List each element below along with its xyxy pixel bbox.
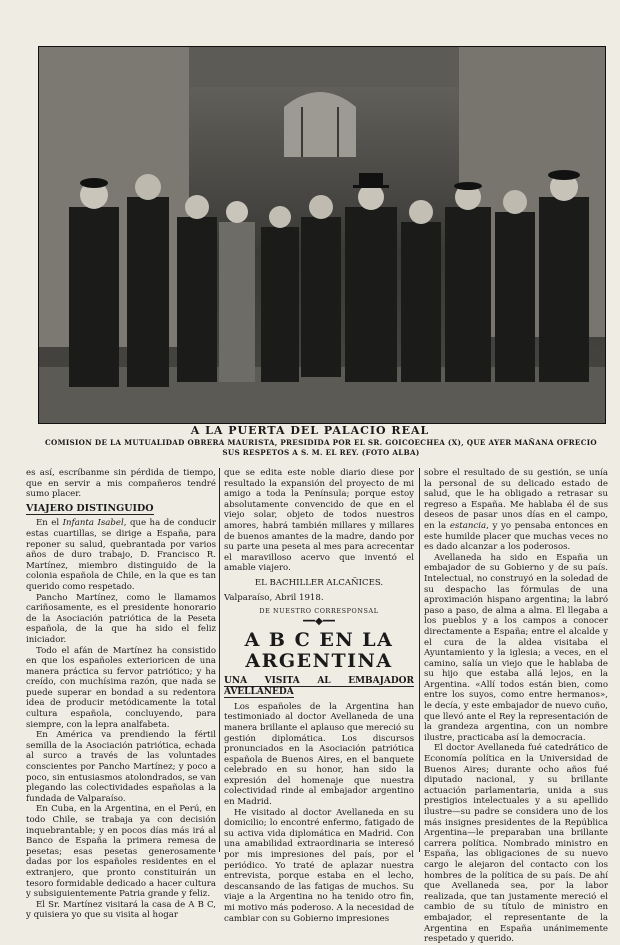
palace-photo [38, 46, 606, 424]
column-rule-2 [419, 468, 420, 852]
photo-title: A LA PUERTA DEL PALACIO REAL [190, 424, 430, 437]
column-3 [424, 468, 608, 945]
col3-paragraph: Avellaneda ha sido en España un embajador de su Gobierno y de su país. Intelectual, no construyó en la soledad de su despacho las fórmulas de una aproximación hispano argentina; la labró paso a paso, de alma a alma. El llegaba a los pueblos y a los campos a conocer directamente a España; entre el alcalde y el cura de la aldea visitaba el Ayuntamiento y la iglesia; a veces, en el camino, salía un viejo que le hablaba de su hijo que estaba allá lejos, en la Argentina. «Allí todos están bien, como entre los suyos, como entre hermanos», le decía, y este embajador de nuevo cuño, que llevó ante el Rey la representación de la grandeza argentina, con un nombre ilustre, practicaba así la democracia. [424, 552, 608, 743]
photo-illustration [39, 47, 605, 423]
article-headline: A B C EN LA ARGENTINA [244, 628, 394, 672]
col1-paragraph: El Sr. Martínez visitará la casa de A B C, y quisiera yo que su visita al hogar [26, 899, 216, 921]
col2-paragraph: que se edita este noble diario diese por resultado la expansión del proyecto de mi amigo a toda la Península; porque estoy absolutamente convencido de que en el viejo solar, objeto de todos nuestros amores, habrá también millares y millares de buenos amantes de la madre, dando por su parte una peseta al mes para acrecentar el maravilloso acervo que inventó el amable viajero. [224, 468, 414, 574]
col2-paragraph: He visitado al doctor Avellaneda en su domicilio; lo encontré enfermo, fatigado de su activa vida diplomática en Madrid. Con una amabilidad extraordinaria se interesó por mis impresiones del país, por el periódico. Yo traté de aplazar nuestra entrevista, porque estaba en el lecho, descansando de las fatigas de muchos. Su viaje a la Argentina no ha tenido otro fin, mi motivo más poderoso. A la necesidad de cambiar con su Gobierno impresiones [224, 807, 414, 924]
correspondent-label: DE NUESTRO CORRESPONSAL [259, 607, 379, 616]
signature: EL BACHILLER ALCAÑICES. [254, 577, 384, 588]
article-deck: UNA VISITA AL EMBAJADOR AVELLANEDA [224, 675, 414, 697]
col1-paragraph: En América va prendiendo la fértil semilla de la Asociación patriótica, echada al surco a través de las voluntades conscientes por Pancho Martínez; y poco a poco, sin entusiasmos atolondrados, se van plegando las colectividades españolas a la fundada de Valparaíso. [26, 730, 216, 804]
dateline: Valparaíso, Abril 1918. [224, 592, 324, 603]
col2-paragraph: Los españoles de la Argentina han testimoniado al doctor Avellaneda de una manera brillante el aplauso que mereció su gestión diplomática. Los discursos pronunciados en la Asociación patriótica española de Buenos Aires, en el banquete celebrado en su honor, han sido la expresión del homenaje que nuestra colectividad rinde al embajador argentino en Madrid. [224, 701, 414, 808]
col1-paragraph: En el Infanta Isabel, que ha de conducir estas cuartillas, se dirige a España, para reponer su salud, quebrantada por varios años de duro trabajo, D. Francisco R. Martínez, miembro distinguido de la colonia española de Chile, en la que es tan querido como respetado. [26, 518, 217, 592]
col1-paragraph: Pancho Martínez, como le llamamos cariñosamente, es el presidente honorario de la Asociación patriótica de la Peseta española, de la que ha sido el feliz iniciador. [26, 592, 216, 645]
column-rule-1 [219, 468, 220, 852]
ornament: ━━◆━━ [303, 615, 335, 627]
col1-paragraph: Todo el afán de Martínez ha consistido en que los españoles exterioricen de una manera práctica su fervor patriótico; y ha creído, con muchísima razón, que nada se puede superar en bondad a su redentora idea de producir metódicamente la total cultura española, concluyendo, para siempre, con la lepra analfabeta. [26, 645, 216, 730]
col1-paragraph: es así, escríbanme sin pérdida de tiempo, que en servir a mis compañeros tendré sumo placer. [26, 468, 216, 500]
subhead-viajero: VIAJERO DISTINGUIDO [26, 502, 154, 514]
column-1 [26, 468, 216, 921]
column-2 [224, 468, 414, 924]
col3-paragraph: El doctor Avellaneda fué catedrático de Economía política en la Universidad de Buenos Aires; durante ocho años fué diputado nacional, y su brillante actuación parlamentaria, unida a sus prestigios intelectuales y a su apellido ilustre—su padre se considera uno de los más insignes presidentes de la República Argentina—le preparaban una brillante carrera política. Nombrado ministro en España, las obligaciones de su nuevo cargo le alejaron del contacto con los hombres de la política de su país. De ahí que Avellaneda sea, por la labor realizada, que tan justamente mereció el cambio de su título de ministro en embajador, el representante de la Argentina en España unánimemente respetado y querido. [424, 743, 608, 945]
col1-paragraph: En Cuba, en la Argentina, en el Perú, en todo Chile, se trabaja ya con decisión inquebrantable; y en pocos días más irá al Banco de España la primera remesa de pesetas; esas pesetas generosamente dadas por los españoles residentes en el extranjero, que pronto constituirán un tesoro formidable dedicado a hacer cultura y subsiguientemente Patria grande y feliz. [26, 804, 216, 900]
photo-caption: COMISION DE LA MUTUALIDAD OBRERA MAURISTA, PRESIDIDA POR EL SR. GOICOECHEA (X), QUE AYER MAÑANA OFRECIO SUS RESPETOS A S. M. EL REY. (FOTO ALBA) [45, 438, 597, 457]
col3-paragraph: sobre el resultado de su gestión, se unía la personal de su delicado estado de salud, que le ha obligado a retrasar su regreso a España. Me hablaba él de sus deseos de pasar unos días en el campo, en la estancia, y yo pensaba entonces en este humilde placer que muchas veces no es dado alcanzar a los poderosos. [424, 468, 608, 553]
